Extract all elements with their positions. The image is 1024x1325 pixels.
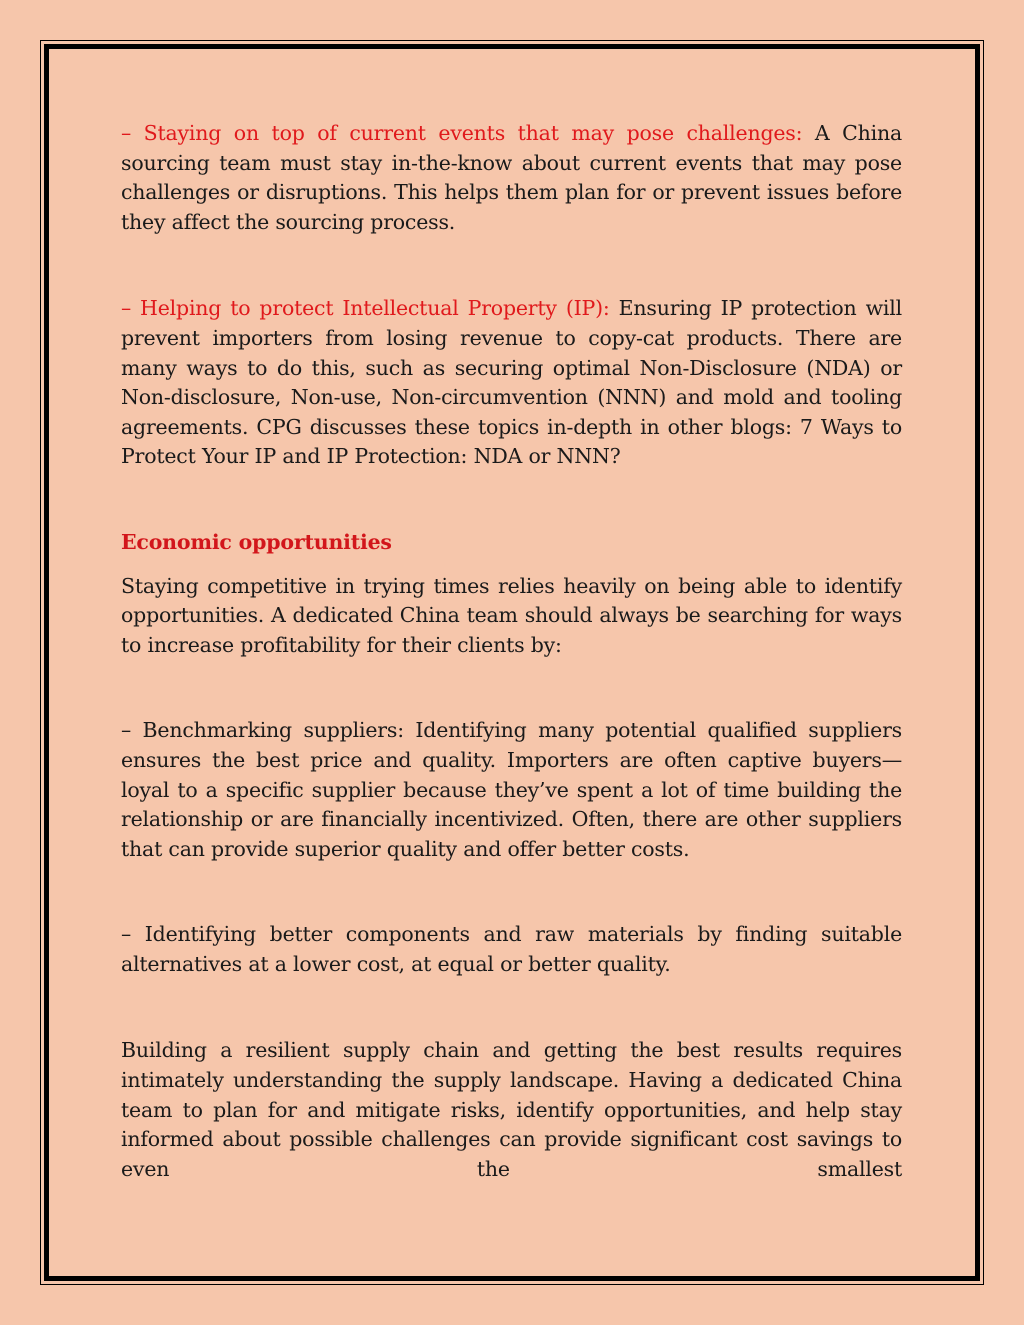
paragraph-body: Ensuring IP protection will prevent importers from losing revenue to copy-cat products. There are many ways to do this, such as securing optimal Non-Disclosure (NDA) or Non-disclosure, Non-use, Non-circumvention (NNN) and mold and tooling agreements. CPG discusses these topics in-depth in other blogs: 7 Ways to Protect Your IP and IP Protection: NDA or NNN? (121, 296, 902, 469)
section-heading: Economic opportunities (121, 529, 392, 554)
document-body (121, 119, 902, 1181)
paragraph-intro: Staying competitive in trying times relies heavily on being able to identify opportunities. A dedicated China team should always be searching for ways to increase profitability for their clients by: (121, 573, 902, 657)
paragraph-ip-protection (121, 294, 902, 472)
paragraph-components: – Identifying better components and raw materials by finding suitable alternatives at a lower cost, at equal or better quality. (121, 922, 902, 976)
paragraph-current-events (121, 119, 902, 237)
paragraph-lead: – Staying on top of current events that may pose challenges: (121, 121, 803, 145)
paragraph-lead: – Helping to protect Intellectual Property (IP): (121, 296, 610, 321)
paragraph-clip (121, 1036, 902, 1181)
paragraph-benchmarking: – Benchmarking suppliers: Identifying many potential qualified suppliers ensures the best price and quality. Importers are often captive buyers—loyal to a specific supplier because they’ve spent a lot of time building the relationship or are financially incentivized. Often, there are other suppliers that can provide superior quality and offer better costs. (121, 718, 902, 861)
paragraph-conclusion: Building a resilient supply chain and getting the best results requires intimately understanding the supply landscape. Having a dedicated China team to plan for and mitigate risks, identify opportunities, and help stay informed about possible challenges can provide significant cost savings to even the smallest (121, 1038, 902, 1181)
paragraph-body: A China sourcing team must stay in-the-know about current events that may pose challenges or disruptions. This helps them plan for or prevent issues before they affect the sourcing process. (121, 121, 902, 234)
